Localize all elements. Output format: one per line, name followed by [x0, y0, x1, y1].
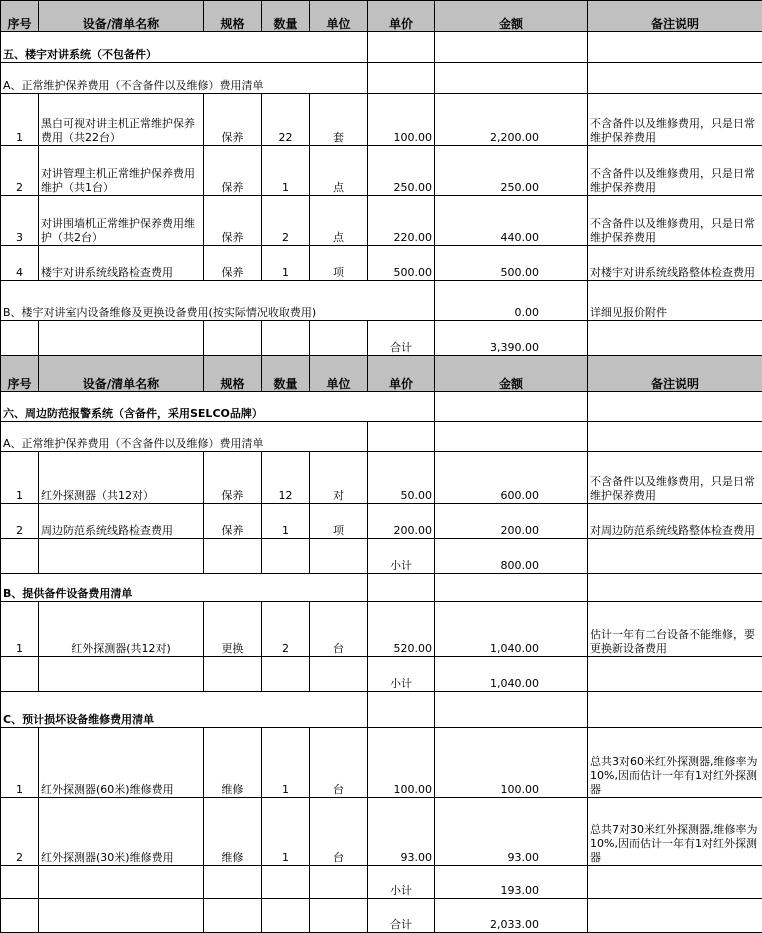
row-amount: 600.00 [435, 452, 588, 504]
row-price: 500.00 [368, 246, 435, 281]
row-spec: 保养 [204, 452, 262, 504]
table-row [1, 504, 762, 539]
row-qty: 22 [262, 94, 310, 146]
section-title: 六、周边防范报警系统（含备件，采用SELCO品牌） [1, 392, 435, 422]
header-spec: 规格 [204, 1, 262, 32]
row-unit: 项 [310, 246, 368, 281]
table-row [1, 728, 762, 798]
row-amount: 250.00 [435, 146, 588, 196]
row-unit: 点 [310, 146, 368, 196]
subtotal-label: 小计 [368, 539, 435, 574]
subsection-title: A、正常维护保养费用（不含备件以及维修）费用清单 [1, 422, 368, 452]
row-qty: 2 [262, 602, 310, 657]
subtotal-row [1, 866, 762, 899]
row-name: 对讲管理主机正常维护保养费用维护（共1台） [39, 146, 204, 196]
row-qty: 1 [262, 504, 310, 539]
row-amount: 93.00 [435, 798, 588, 866]
total-amount: 3,390.00 [435, 321, 588, 356]
row-note: 总共7对30米红外探测器,维修率为10%,因而估计一年有1对红外探测器 [588, 798, 762, 866]
table-row [1, 146, 762, 196]
row-unit: 台 [310, 798, 368, 866]
row-note: 对楼宇对讲系统线路整体检查费用 [588, 246, 762, 281]
row-price: 200.00 [368, 504, 435, 539]
row-spec: 保养 [204, 504, 262, 539]
row-no: 1 [1, 452, 39, 504]
row-amount: 440.00 [435, 196, 588, 246]
row-name: 红外探测器(共12对) [39, 602, 204, 657]
row-name: 红外探测器(60米)维修费用 [39, 728, 204, 798]
row-no: 1 [1, 602, 39, 657]
row-no: 1 [1, 94, 39, 146]
subsection-title: A、正常维护保养费用（不含备件以及维修）费用清单 [1, 63, 368, 94]
header-no: 序号 [1, 1, 39, 32]
row-amount: 1,040.00 [435, 602, 588, 657]
subsection-title: C、预计损坏设备维修费用清单 [1, 692, 368, 728]
table-row [1, 281, 762, 321]
header-row [1, 1, 762, 32]
row-unit: 对 [310, 452, 368, 504]
header-row [1, 356, 762, 392]
row-amount: 0.00 [435, 281, 588, 321]
header-no: 序号 [1, 356, 39, 392]
row-name: 对讲围墙机正常维护保养费用维护（共2台） [39, 196, 204, 246]
total-label: 合计 [368, 321, 435, 356]
row-qty: 1 [262, 798, 310, 866]
table-row [1, 246, 762, 281]
subtotal-amount: 1,040.00 [435, 657, 588, 692]
row-no: 3 [1, 196, 39, 246]
row-no: 2 [1, 146, 39, 196]
header-note: 备注说明 [588, 356, 762, 392]
header-qty: 数量 [262, 1, 310, 32]
row-unit: 点 [310, 196, 368, 246]
table-row [1, 452, 762, 504]
row-qty: 2 [262, 196, 310, 246]
header-qty: 数量 [262, 356, 310, 392]
row-no: 1 [1, 728, 39, 798]
total-row [1, 321, 762, 356]
row-note: 对周边防范系统线路整体检查费用 [588, 504, 762, 539]
subtotal-row [1, 657, 762, 692]
row-name: 红外探测器(30米)维修费用 [39, 798, 204, 866]
header-spec: 规格 [204, 356, 262, 392]
table-row [1, 798, 762, 866]
row-price: 100.00 [368, 94, 435, 146]
row-note: 不含备件以及维修费用，只是日常维护保养费用 [588, 94, 762, 146]
header-amount: 金额 [435, 356, 588, 392]
row-spec: 保养 [204, 146, 262, 196]
row-note: 不含备件以及维修费用，只是日常维护保养费用 [588, 146, 762, 196]
row-spec: 维修 [204, 798, 262, 866]
header-price: 单价 [368, 356, 435, 392]
row-amount: 100.00 [435, 728, 588, 798]
row-name: 红外探测器（共12对） [39, 452, 204, 504]
row-no: 2 [1, 504, 39, 539]
row-price: 100.00 [368, 728, 435, 798]
row-spec: 保养 [204, 246, 262, 281]
table-row [1, 602, 762, 657]
header-name: 设备/清单名称 [39, 356, 204, 392]
row-note: 详细见报价附件 [588, 281, 762, 321]
header-price: 单价 [368, 1, 435, 32]
header-amount: 金额 [435, 1, 588, 32]
row-amount: 2,200.00 [435, 94, 588, 146]
row-note: 估计一年有二台设备不能维修，要更换新设备费用 [588, 602, 762, 657]
subtotal-amount: 800.00 [435, 539, 588, 574]
header-unit: 单位 [310, 356, 368, 392]
row-note: 不含备件以及维修费用，只是日常维护保养费用 [588, 196, 762, 246]
row-price: 93.00 [368, 798, 435, 866]
total-amount: 2,033.00 [435, 899, 588, 933]
row-name: 黑白可视对讲主机正常维护保养费用（共22台） [39, 94, 204, 146]
table-row [1, 196, 762, 246]
row-name: 周边防范系统线路检查费用 [39, 504, 204, 539]
row-no: 4 [1, 246, 39, 281]
row-unit: 套 [310, 94, 368, 146]
row-unit: 项 [310, 504, 368, 539]
row-qty: 1 [262, 728, 310, 798]
section-title: 五、楼宇对讲系统（不包备件） [1, 32, 368, 63]
row-qty: 12 [262, 452, 310, 504]
subtotal-label: 小计 [368, 866, 435, 899]
row-price: 220.00 [368, 196, 435, 246]
row-spec: 维修 [204, 728, 262, 798]
header-name: 设备/清单名称 [39, 1, 204, 32]
subsection-title: B、提供备件设备费用清单 [1, 574, 368, 602]
total-row [1, 899, 762, 933]
row-unit: 台 [310, 728, 368, 798]
row-no: 2 [1, 798, 39, 866]
total-label: 合计 [368, 899, 435, 933]
row-note: 不含备件以及维修费用，只是日常维护保养费用 [588, 452, 762, 504]
subsection-title: B、楼宇对讲室内设备维修及更换设备费用(按实际情况收取费用) [1, 281, 435, 321]
row-price: 50.00 [368, 452, 435, 504]
subtotal-row [1, 539, 762, 574]
row-amount: 200.00 [435, 504, 588, 539]
row-price: 250.00 [368, 146, 435, 196]
table-row [1, 94, 762, 146]
row-spec: 保养 [204, 94, 262, 146]
row-price: 520.00 [368, 602, 435, 657]
row-amount: 500.00 [435, 246, 588, 281]
row-spec: 更换 [204, 602, 262, 657]
subtotal-amount: 193.00 [435, 866, 588, 899]
row-note: 总共3对60米红外探测器,维修率为10%,因而估计一年有1对红外探测器 [588, 728, 762, 798]
row-unit: 台 [310, 602, 368, 657]
row-spec: 保养 [204, 196, 262, 246]
row-name: 楼宇对讲系统线路检查费用 [39, 246, 204, 281]
subtotal-label: 小计 [368, 657, 435, 692]
header-unit: 单位 [310, 1, 368, 32]
row-qty: 1 [262, 246, 310, 281]
header-note: 备注说明 [588, 1, 762, 32]
row-qty: 1 [262, 146, 310, 196]
